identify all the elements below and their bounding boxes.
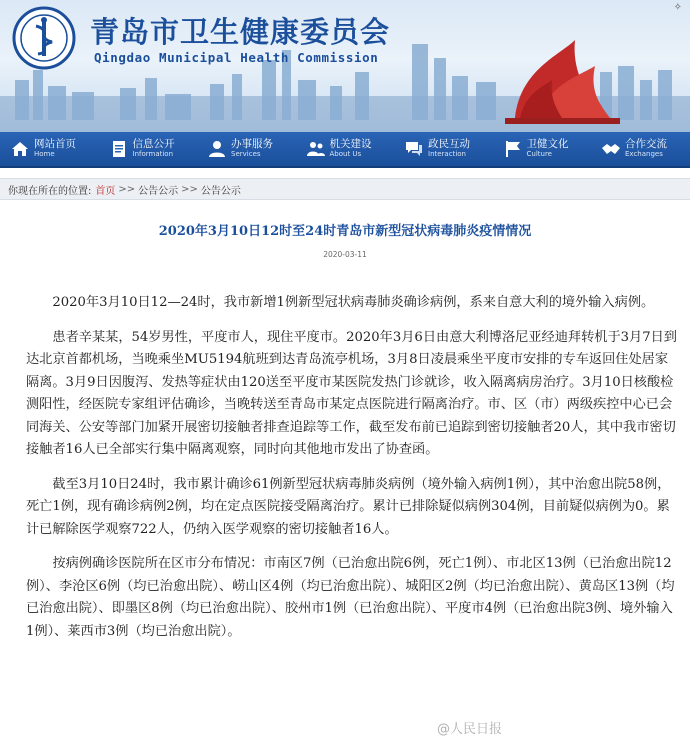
nav-label: 卫健文化	[526, 138, 569, 151]
chat-icon	[404, 139, 424, 159]
nav-label: 网站首页	[34, 138, 76, 151]
site-title-english: Qingdao Municipal Health Commission	[94, 50, 379, 65]
nav-item-home[interactable]	[0, 131, 99, 167]
services-icon	[207, 139, 227, 159]
handshake-icon	[601, 139, 621, 159]
nav-label: 政民互动	[428, 138, 470, 151]
breadcrumb	[0, 178, 690, 200]
people-icon	[306, 139, 326, 159]
corner-mark: ✧	[673, 2, 682, 13]
nav-item-services[interactable]	[197, 131, 296, 167]
article-title: 2020年3月10日12时至24时青岛市新型冠状病毒肺炎疫情情况	[158, 224, 532, 239]
nav-label-english: Interaction	[428, 149, 466, 158]
nav-label-english: About Us	[329, 149, 362, 158]
flag-icon	[503, 139, 523, 159]
site-banner	[0, 0, 690, 132]
nav-label: 办事服务	[231, 138, 273, 151]
nav-label: 合作交流	[625, 138, 667, 151]
nav-item-exchanges[interactable]	[591, 131, 690, 167]
nav-label-english: Home	[34, 149, 55, 158]
main-nav	[0, 132, 690, 168]
breadcrumb-home-link[interactable]: 首页	[95, 185, 116, 197]
breadcrumb-separator: >>	[118, 183, 136, 195]
article-paragraph: 患者辛某某，54岁男性，平度市人，现住平度市。2020年3月6日由意大利博洛尼亚经迪拜转机于3月7日到达北京首都机场，当晚乘坐MU5194航班到达青岛流亭机场，3月8日凌晨乘坐平度市安排的专车返回住处居家隔离。3月9日因腹泻、发热等症状由120送至平度市某医院发热门诊就诊，收入隔离病房治疗。3月10日核酸检测阳性，经医院专家组评估确诊，当晚转送至青岛市某定点医院进行隔离治疗。市、区（市）两级疾控中心已会同海关、公安等部门加紧开展密切接触者排查追踪等工作，截至发布前已追踪到密切接触者20人，其中我市密切接触者16人已全部实行集中隔离观察，同时向其他地市发出了协查函。	[26, 329, 677, 457]
article-paragraph: 截至3月10日24时，我市累计确诊61例新型冠状病毒肺炎病例（境外输入病例1例），其中治愈出院58例，死亡1例，现有确诊病例2例，均在定点医院接受隔离治疗。累计已排除疑似病例304例，目前疑似病例为0。累计已解除医学观察722人，仍纳入医学观察的密切接触者16人。	[26, 476, 671, 537]
document-icon	[109, 139, 129, 159]
nav-item-information[interactable]	[99, 131, 198, 167]
article-date: 2020-03-11	[323, 250, 367, 259]
home-icon	[10, 139, 30, 159]
nav-item-about-us[interactable]	[296, 131, 395, 167]
nav-label-english: Services	[231, 149, 261, 158]
breadcrumb-prefix: 你现在所在的位置:	[8, 185, 92, 197]
health-commission-logo	[12, 6, 76, 70]
nav-label-english: Information	[132, 149, 174, 158]
nav-label: 机关建设	[329, 138, 372, 151]
article-paragraph: 按病例确诊医院所在区市分布情况：市南区7例（已治愈出院6例，死亡1例）、市北区13例（已治愈出院12例）、李沧区6例（均已治愈出院）、崂山区4例（均已治愈出院）、城阳区2例（均已治愈出院）、黄岛区13例（均已治愈出院）、即墨区8例（均已治愈出院）、胶州市1例（已治愈出院）、平度市4例（已治愈出院3例、境外输入1例）、莱西市3例（均已治愈出院）。	[26, 556, 675, 639]
source-watermark: @人民日报	[436, 722, 502, 737]
article-body	[26, 292, 678, 655]
nav-label-english: Culture	[526, 149, 552, 158]
breadcrumb-notice-link[interactable]: 公告公示	[138, 185, 179, 197]
breadcrumb-current[interactable]: 公告公示	[200, 185, 241, 197]
nav-item-interaction[interactable]	[394, 131, 493, 167]
site-title: 青岛市卫生健康委员会	[90, 15, 391, 49]
nav-label: 信息公开	[132, 138, 175, 151]
article-paragraph: 2020年3月10日12—24时，我市新增1例新型冠状病毒肺炎确诊病例，系来自意大利的境外输入病例。	[52, 295, 655, 310]
nav-item-culture[interactable]	[493, 131, 592, 167]
breadcrumb-separator: >>	[181, 183, 198, 195]
nav-label-english: Exchanges	[625, 149, 663, 158]
